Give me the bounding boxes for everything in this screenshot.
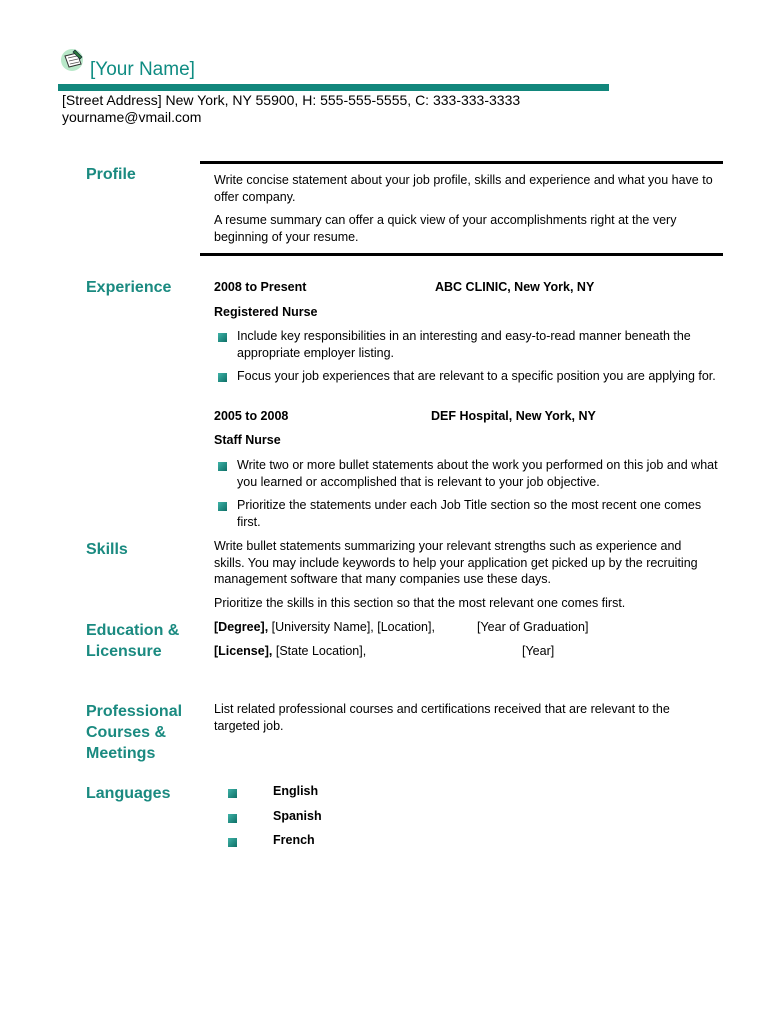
- degree-year: [Year of Graduation]: [477, 620, 589, 634]
- bullet-square-icon: [228, 814, 237, 823]
- job-bullets: [218, 328, 718, 392]
- list-item: English: [228, 783, 322, 808]
- list-item: Focus your job experiences that are relevant to a specific position you are applying for.: [218, 368, 718, 385]
- courses-heading: Professional Courses & Meetings: [86, 703, 183, 762]
- languages-heading: Languages: [86, 785, 171, 802]
- job-company: ABC CLINIC, New York, NY: [435, 280, 595, 294]
- profile-text: [214, 172, 714, 252]
- profile-top-rule: [200, 161, 723, 164]
- job-dates: 2005 to 2008: [214, 409, 289, 423]
- header-divider: [58, 84, 609, 91]
- profile-heading: Profile: [86, 166, 136, 183]
- job-dates: 2008 to Present: [214, 280, 307, 294]
- contact-info: [62, 92, 520, 126]
- profile-paragraph: Write concise statement about your job profile, skills and experience and what you have to offer company.: [214, 173, 713, 204]
- list-item: Write two or more bullet statements about the work you performed on this job and what you learned or accomplished that is relevant to your job objective.: [218, 457, 718, 490]
- email: yourname@vmail.com: [62, 109, 202, 125]
- license-year: [Year]: [522, 644, 555, 658]
- bullet-square-icon: [218, 333, 227, 342]
- education-heading: Education & Licensure: [86, 622, 180, 660]
- profile-paragraph: A resume summary can offer a quick view of your accomplishments right at the very beginning of your resume.: [214, 213, 677, 244]
- bullet-square-icon: [218, 502, 227, 511]
- job-bullets: [218, 457, 718, 537]
- skills-heading: Skills: [86, 541, 128, 558]
- degree-line: [Degree], [University Name], [Location],: [214, 620, 435, 634]
- job-company: DEF Hospital, New York, NY: [431, 409, 596, 423]
- list-item: Include key responsibilities in an interesting and easy-to-read manner beneath the appropriate employer listing.: [218, 328, 718, 361]
- list-item: Spanish: [228, 808, 322, 833]
- bullet-square-icon: [228, 838, 237, 847]
- courses-text: List related professional courses and certifications received that are relevant to the targeted job.: [214, 702, 670, 733]
- bullet-square-icon: [228, 789, 237, 798]
- skills-text: [214, 538, 714, 618]
- list-item: Prioritize the statements under each Job Title section so the most recent one comes first.: [218, 497, 718, 530]
- resume-name: [Your Name]: [90, 59, 195, 80]
- experience-heading: Experience: [86, 279, 172, 296]
- languages-list: [228, 783, 322, 857]
- address-line: [Street Address] New York, NY 55900, H: 555-555-5555, C: 333-333-3333: [62, 92, 521, 108]
- profile-bottom-rule: [200, 253, 723, 256]
- skills-paragraph: Prioritize the skills in this section so that the most relevant one comes first.: [214, 595, 626, 610]
- job-position: Staff Nurse: [214, 433, 281, 447]
- list-item: French: [228, 832, 322, 857]
- skills-paragraph: Write bullet statements summarizing your relevant strengths such as experience and skills. You may include keywords to help your application get picked up by the recruiting management software that many companies use these days.: [214, 539, 698, 586]
- license-line: [License], [State Location],: [214, 644, 367, 658]
- bullet-square-icon: [218, 373, 227, 382]
- bullet-square-icon: [218, 462, 227, 471]
- pen-and-paper-icon: [58, 46, 88, 76]
- job-position: Registered Nurse: [214, 305, 318, 319]
